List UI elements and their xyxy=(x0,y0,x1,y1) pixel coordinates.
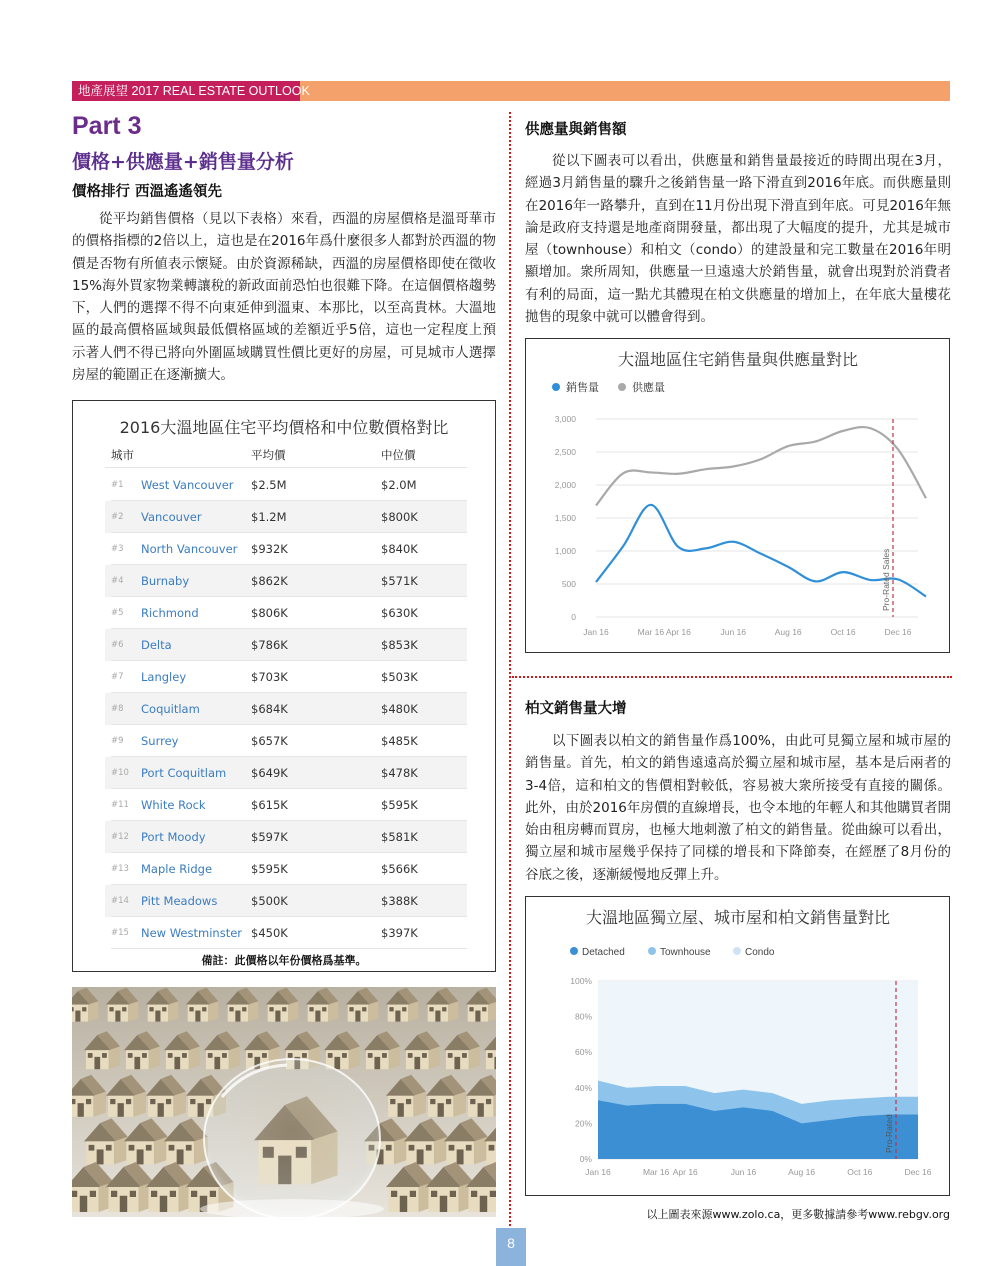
median-price: $397K xyxy=(381,926,418,940)
legend-dot xyxy=(648,947,656,955)
average-price: $597K xyxy=(251,830,288,844)
x-tick-label: Aug 16 xyxy=(774,627,802,637)
table-row xyxy=(105,821,467,853)
city-link[interactable]: Langley xyxy=(141,670,187,684)
average-price: $862K xyxy=(251,574,288,588)
property-type-sales-chart xyxy=(525,896,950,1196)
y-tick-label: 3,000 xyxy=(554,414,576,424)
median-price: $485K xyxy=(381,734,418,748)
x-tick-label: Apr 16 xyxy=(672,1167,698,1177)
rank-label: #6 xyxy=(111,640,124,650)
rank-label: #15 xyxy=(111,928,129,938)
average-price: $806K xyxy=(251,606,288,620)
city-link[interactable]: Vancouver xyxy=(141,510,202,524)
median-price: $503K xyxy=(381,670,418,684)
x-tick-label: Dec 16 xyxy=(904,1167,932,1177)
table-row xyxy=(105,533,467,565)
legend-dot xyxy=(570,947,578,955)
city-link[interactable]: Surrey xyxy=(141,734,179,748)
city-link[interactable]: Pitt Meadows xyxy=(141,894,218,908)
x-tick-label: Apr 16 xyxy=(665,627,691,637)
y-tick-label: 0% xyxy=(579,1154,592,1164)
sales-supply-chart xyxy=(525,338,950,653)
table-row xyxy=(105,789,467,821)
average-price: $595K xyxy=(251,862,288,876)
table-header-divider xyxy=(105,467,467,468)
table-row xyxy=(105,469,467,501)
median-price: $581K xyxy=(381,830,418,844)
legend-label: Townhouse xyxy=(660,947,711,958)
rank-label: #4 xyxy=(111,576,124,586)
table-row xyxy=(105,693,467,725)
chart-annotation: Pro-Rated xyxy=(884,1114,894,1153)
rank-label: #1 xyxy=(111,480,124,490)
table-row xyxy=(105,597,467,629)
table-note: 備註：此價格以年份價格爲基準。 xyxy=(201,954,367,967)
average-price: $500K xyxy=(251,894,288,908)
rank-label: #7 xyxy=(111,672,124,682)
median-price: $571K xyxy=(381,574,418,588)
city-link[interactable]: Port Moody xyxy=(141,830,206,844)
rank-label: #14 xyxy=(111,896,129,906)
x-tick-label: Jan 16 xyxy=(583,627,609,637)
city-link[interactable]: Maple Ridge xyxy=(141,862,213,876)
x-tick-label: Mar 16 xyxy=(637,627,665,637)
city-link[interactable]: West Vancouver xyxy=(141,478,234,492)
x-tick-label: Aug 16 xyxy=(788,1167,816,1177)
y-tick-label: 1,000 xyxy=(554,546,576,556)
rank-label: #13 xyxy=(111,864,129,874)
magazine-section-tag: 地產展望 2017 REAL ESTATE OUTLOOK xyxy=(72,81,300,101)
supply-sales-paragraph: 從以下圖表可以看出，供應量和銷售量最接近的時間出現在3月，經過3月銷售量的驟升之後銷售量一路下滑直到2016年底。而供應量則在2016年一路攀升，直到在11月份出現下滑直到年底。可見2016年無論是政府支持還是地產商開發量，都出現了大幅度的提升，尤其是城市屋（townhouse）和柏文（condo）的建設量和完工數量在2016年明顯增加。衆所周知，供應量一旦遠遠大於銷售量，就會出現對於消費者有利的局面，這一點尤其體現在柏文供應量的增加上，在年底大量樓花拋售的現象中就可以體會得到。 xyxy=(525,153,951,326)
city-link[interactable]: White Rock xyxy=(141,798,206,812)
city-link[interactable]: Delta xyxy=(141,638,172,652)
table-row xyxy=(105,885,467,917)
legend-label: Detached xyxy=(582,947,625,958)
legend-label: 供應量 xyxy=(632,381,665,394)
rank-label: #11 xyxy=(111,800,129,810)
city-link[interactable]: New Westminster xyxy=(141,926,243,940)
y-tick-label: 60% xyxy=(574,1047,592,1058)
y-tick-label: 40% xyxy=(574,1082,592,1093)
x-tick-label: Oct 16 xyxy=(830,627,856,637)
average-price: $703K xyxy=(251,670,288,684)
city-link[interactable]: Richmond xyxy=(141,606,199,620)
legend-dot xyxy=(618,383,626,391)
page-number: 8 xyxy=(496,1228,526,1266)
intro-paragraph: 從平均銷售價格（見以下表格）來看，西溫的房屋價格是溫哥華市的價格指標的2倍以上，這也是在2016年爲什麼很多人都對於西溫的物價是否物有所値表示懷疑。由於資源稀缺，西溫的房屋價格即使在徵收15%海外買家物業轉讓稅的新政面前恐怕也很難下降。在這個價格趨勢下，人們的選擇不得不向東延伸到溫東、本那比，以至高貴林。大溫地區的最高價格區域與最低價格區域的差額近乎5倍，這也一定程度上預示著人們不得已將向外圍區域購買性價比更好的房屋，可見城市人選擇房屋的範圍正在逐漸擴大。 xyxy=(72,211,496,384)
table-row xyxy=(105,629,467,661)
average-price: $1.2M xyxy=(251,510,287,524)
y-tick-label: 100% xyxy=(570,976,592,986)
rank-label: #2 xyxy=(111,512,124,522)
table-header-average: 平均價 xyxy=(251,448,286,462)
glass-dome xyxy=(204,1059,380,1217)
median-price: $853K xyxy=(381,638,418,652)
average-price: $684K xyxy=(251,702,288,716)
table-row xyxy=(105,853,467,885)
table-title: 2016大溫地區住宅平均價格和中位數價格對比 xyxy=(119,418,449,437)
y-tick-label: 80% xyxy=(574,1011,592,1022)
median-price: $478K xyxy=(381,766,418,780)
median-price: $630K xyxy=(381,606,418,620)
rank-label: #3 xyxy=(111,544,124,554)
city-link[interactable]: North Vancouver xyxy=(141,542,238,556)
rank-label: #9 xyxy=(111,736,124,746)
y-tick-label: 500 xyxy=(561,579,576,589)
x-tick-label: Jun 16 xyxy=(720,627,747,637)
x-tick-label: Dec 16 xyxy=(884,627,912,637)
average-price: $615K xyxy=(251,798,288,812)
city-link[interactable]: Port Coquitlam xyxy=(141,766,227,780)
table-header-city: 城市 xyxy=(111,448,134,462)
rank-label: #10 xyxy=(111,768,129,778)
median-price: $388K xyxy=(381,894,418,908)
x-tick-label: Jun 16 xyxy=(730,1167,757,1177)
median-price: $840K xyxy=(381,542,418,556)
chart-annotation: Pro-Rated Sales xyxy=(881,548,891,611)
subsection-title: 價格排行 西溫遙遙領先 xyxy=(72,184,223,200)
section-divider xyxy=(512,676,952,678)
data-source-note: 以上圖表來源www.zolo.ca，更多數據請參考www.rebgv.org xyxy=(646,1208,950,1221)
series-line xyxy=(596,427,926,505)
x-tick-label: Mar 16 xyxy=(642,1167,670,1177)
table-row xyxy=(105,917,467,949)
condo-sales-paragraph: 以下圖表以柏文的銷售量作爲100%，由此可見獨立屋和城市屋的銷售量。首先，柏文的銷售遠遠高於獨立屋和城市屋，基本是后兩者的3-4倍，這和柏文的售價相對較低，容易被大衆所接受有直接的關係。此外，由於2016年房價的直線增長，也令本地的年輕人和其他購買者開始由租房轉而買房，也極大地刺激了柏文的銷售量。從曲線可以看出，獨立屋和城市屋幾乎保持了同樣的增長和下降節奏，在經歷了8月份的谷底之後，逐漸緩慢地反彈上升。 xyxy=(525,733,951,883)
median-price: $566K xyxy=(381,862,418,876)
y-tick-label: 1,500 xyxy=(554,513,576,523)
average-price: $2.5M xyxy=(251,478,287,492)
chart-title: 大溫地區獨立屋、城市屋和柏文銷售量對比 xyxy=(585,908,891,927)
table-row xyxy=(105,565,467,597)
price-table xyxy=(72,400,496,972)
average-price: $450K xyxy=(251,926,288,940)
table-row xyxy=(105,725,467,757)
table-row xyxy=(105,757,467,789)
rank-label: #12 xyxy=(111,832,129,842)
y-tick-label: 2,000 xyxy=(554,480,576,490)
chart-title: 大溫地區住宅銷售量與供應量對比 xyxy=(617,350,859,369)
table-header-median: 中位價 xyxy=(381,448,416,462)
legend-dot xyxy=(552,383,560,391)
supply-sales-heading: 供應量與銷售額 xyxy=(525,122,627,138)
average-price: $932K xyxy=(251,542,288,556)
median-price: $480K xyxy=(381,702,418,716)
y-tick-label: 0 xyxy=(571,612,576,622)
rank-label: #5 xyxy=(111,608,124,618)
y-tick-label: 2,500 xyxy=(554,447,576,457)
x-tick-label: Oct 16 xyxy=(847,1167,873,1177)
legend-label: Condo xyxy=(745,947,775,958)
median-price: $595K xyxy=(381,798,418,812)
houses-under-dome-illustration xyxy=(72,987,496,1217)
y-tick-label: 20% xyxy=(574,1118,592,1129)
part-heading: Part 3 xyxy=(72,112,142,140)
section-title: 價格+供應量+銷售量分析 xyxy=(72,151,294,173)
condo-sales-heading: 柏文銷售量大增 xyxy=(525,701,627,717)
table-row xyxy=(105,501,467,533)
table-row xyxy=(105,661,467,693)
city-link[interactable]: Coquitlam xyxy=(141,702,200,716)
median-price: $800K xyxy=(381,510,418,524)
average-price: $657K xyxy=(251,734,288,748)
median-price: $2.0M xyxy=(381,478,417,492)
x-tick-label: Jan 16 xyxy=(585,1167,611,1177)
legend-label: 銷售量 xyxy=(566,381,599,394)
city-link[interactable]: Burnaby xyxy=(141,574,190,588)
rank-label: #8 xyxy=(111,704,124,714)
column-divider xyxy=(509,112,511,1242)
average-price: $786K xyxy=(251,638,288,652)
average-price: $649K xyxy=(251,766,288,780)
legend-dot xyxy=(733,947,741,955)
